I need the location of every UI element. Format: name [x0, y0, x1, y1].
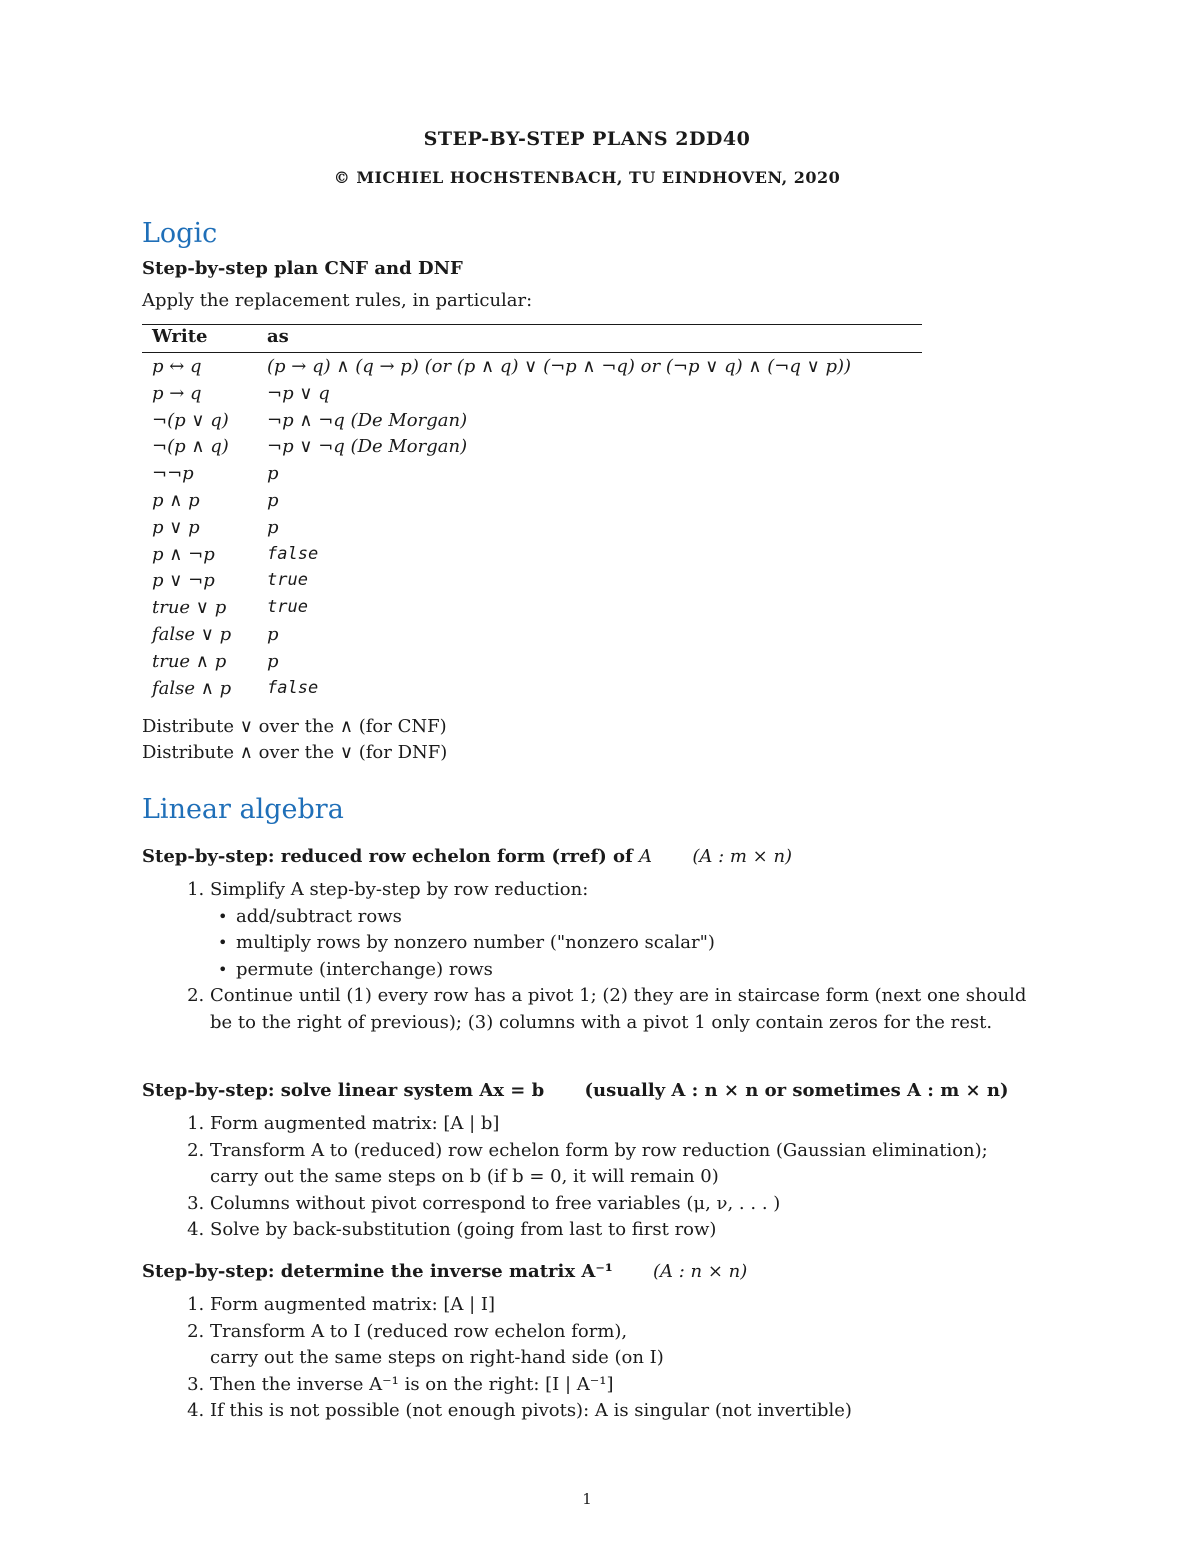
document-author: © MICHIEL HOCHSTENBACH, TU EINDHOVEN, 2020 — [333, 168, 841, 187]
table-cell-write: true ∨ p — [152, 597, 227, 619]
rref-title-dims: (A : m × n) — [692, 846, 793, 867]
table-cell-as: ¬p ∨ ¬q (De Morgan) — [267, 436, 468, 458]
table-cell-as: ¬p ∧ ¬q (De Morgan) — [267, 409, 468, 431]
solve-title-text: Step-by-step: solve linear system Ax = b — [142, 1080, 545, 1101]
inverse-steps — [180, 1292, 1070, 1425]
table-cell-write: p ∨ ¬p — [152, 570, 215, 592]
table-cell-write: p ∧ ¬p — [152, 543, 215, 565]
list-item: 1. Form augmented matrix: [A | b] — [210, 1111, 1070, 1138]
table-cell-as: true — [267, 570, 308, 591]
table-header-rule — [142, 352, 922, 353]
table-cell-write: ¬¬p — [152, 463, 194, 485]
table-top-rule — [142, 324, 922, 325]
table-cell-write: false ∧ p — [152, 677, 232, 699]
list-item: 1. Form augmented matrix: [A | I] — [210, 1292, 1070, 1319]
rref-title-text: Step-by-step: reduced row echelon form (rref) of — [142, 846, 633, 867]
section-title-linear-algebra: Linear algebra — [142, 794, 344, 825]
inverse-step-2-cont: carry out the same steps on right-hand side (on I) — [210, 1347, 664, 1368]
table-cell-write: p ↔ q — [152, 356, 202, 377]
table-cell-as: p — [267, 516, 279, 538]
list-item: 4. If this is not possible (not enough pivots): A is singular (not invertible) — [210, 1398, 1070, 1425]
table-cell-as: p — [267, 624, 279, 645]
table-cell-as: p — [267, 490, 279, 511]
subsection-title-solve — [142, 1080, 1008, 1101]
list-item — [210, 983, 1070, 1036]
list-item: 2. Transform A to (reduced) row echelon form by row reduction (Gaussian elimination); carry out the same steps on b (if b = 0, it will remain 0) — [210, 1138, 1070, 1191]
list-item — [210, 1319, 1070, 1372]
list-item: 3. Then the inverse A⁻¹ is on the right: [I | A⁻¹] — [210, 1372, 1070, 1399]
table-cell-write: p ∨ p — [152, 516, 200, 538]
rref-step-2: Continue until (1) every row has a pivot 1; (2) they are in staircase form (next one should be to the right of previous); (3) columns with a pivot 1 only contain zeros for the rest. — [210, 985, 1027, 1033]
table-cell-write: p → q — [152, 382, 202, 404]
table-cell-as: p — [267, 463, 279, 485]
table-cell-write: ¬(p ∧ q) — [152, 436, 229, 458]
table-header-as: as — [267, 326, 289, 347]
section-title-logic: Logic — [142, 218, 218, 249]
subsection-title-cnf-dnf: Step-by-step plan CNF and DNF — [142, 258, 463, 279]
table-cell-as: (p → q) ∧ (q → p) (or (p ∧ q) ∨ (¬p ∧ ¬q) or (¬p ∨ q) ∧ (¬q ∨ p)) — [267, 356, 852, 377]
table-header-write: Write — [152, 326, 208, 347]
table-cell-write: false ∨ p — [152, 624, 232, 645]
solve-steps — [180, 1111, 1070, 1244]
rref-step-1: Simplify A step-by-step by row reduction: — [210, 879, 589, 900]
table-cell-write: ¬(p ∨ q) — [152, 409, 229, 431]
list-item: • permute (interchange) rows — [236, 957, 1070, 984]
table-cell-as: false — [267, 677, 319, 698]
document-title: STEP-BY-STEP PLANS 2DD40 — [423, 128, 751, 150]
list-item — [210, 877, 1070, 983]
logic-intro: Apply the replacement rules, in particular: — [142, 290, 533, 311]
solve-title-dims: (usually A : n × n or sometimes A : m × n) — [584, 1080, 1009, 1101]
rref-title-math: A — [639, 846, 653, 867]
table-cell-write: true ∧ p — [152, 650, 227, 672]
list-item: • multiply rows by nonzero number ("nonzero scalar") — [236, 930, 1070, 957]
distribute-cnf: Distribute ∨ over the ∧ (for CNF) — [142, 716, 447, 737]
subsection-title-rref — [142, 846, 792, 867]
list-item: 4. Solve by back-substitution (going from last to first row) — [210, 1217, 1070, 1244]
inverse-title-text: Step-by-step: determine the inverse matrix A⁻¹ — [142, 1261, 613, 1282]
inverse-step-2: Transform A to I (reduced row echelon form), — [210, 1320, 628, 1342]
inverse-title-dims: (A : n × n) — [652, 1261, 748, 1282]
table-cell-as: ¬p ∨ q — [267, 382, 330, 404]
table-cell-as: false — [267, 543, 319, 564]
table-cell-write: p ∧ p — [152, 490, 200, 511]
page-number: 1 — [582, 1490, 592, 1508]
rref-steps — [180, 877, 1070, 1036]
table-cell-as: true — [267, 597, 308, 618]
rref-bullets — [210, 904, 1070, 984]
distribute-dnf: Distribute ∧ over the ∨ (for DNF) — [142, 742, 448, 763]
list-item: 3. Columns without pivot correspond to free variables (μ, ν, . . . ) — [210, 1191, 1070, 1218]
table-cell-as: p — [267, 650, 279, 672]
list-item: • add/subtract rows — [236, 904, 1070, 931]
subsection-title-inverse — [142, 1261, 747, 1282]
